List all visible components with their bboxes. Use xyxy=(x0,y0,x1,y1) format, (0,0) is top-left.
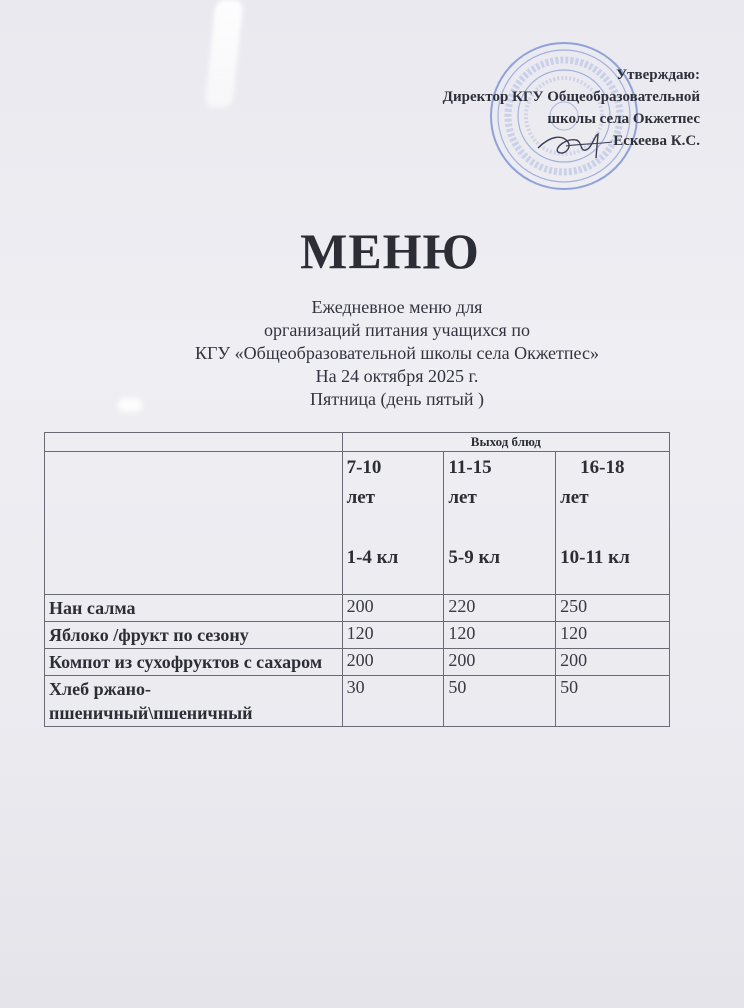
subtitle-line-3: КГУ «Общеобразовательной школы села Окжетпес» xyxy=(195,343,599,363)
grade-range: 1-4 кл xyxy=(346,547,399,568)
table-header-row xyxy=(45,433,670,452)
table-row xyxy=(45,595,670,622)
subtitle-date: На 24 октября 2025 г. xyxy=(315,366,479,386)
grade-range: 10-11 кл xyxy=(560,547,630,568)
subtitle-weekday: Пятница (день пятый ) xyxy=(309,389,484,409)
age-range: 7-10 xyxy=(346,457,382,478)
portion-value: 200 xyxy=(444,649,556,676)
approval-organization: школы села Окжетпес xyxy=(547,111,700,127)
approval-position: Директор КГУ Общеобразовательной xyxy=(442,89,700,105)
table-row xyxy=(45,676,670,727)
empty-age-cell xyxy=(45,452,343,595)
portion-value: 120 xyxy=(444,622,556,649)
age-unit: лет xyxy=(346,487,376,508)
age-range: 11-15 xyxy=(448,457,492,478)
subtitle-line-1: Ежедневное меню для xyxy=(311,297,483,317)
age-unit: лет xyxy=(560,487,589,508)
age-column-2 xyxy=(444,452,556,595)
age-unit: лет xyxy=(448,487,477,508)
table-row xyxy=(45,622,670,649)
dish-name: Нан салма xyxy=(45,595,343,622)
empty-header-cell xyxy=(45,433,343,452)
age-header-row xyxy=(45,452,670,595)
age-range: 16-18 xyxy=(580,457,625,478)
table-row xyxy=(45,649,670,676)
page-title: МЕНЮ xyxy=(300,223,480,279)
approval-heading: Утверждаю: xyxy=(616,67,700,83)
portion-value: 200 xyxy=(342,649,444,676)
dish-name: Компот из сухофруктов с сахаром xyxy=(45,649,343,676)
portion-value: 250 xyxy=(556,595,670,622)
portion-value: 200 xyxy=(342,595,444,622)
signature-icon xyxy=(536,128,616,162)
portion-value: 50 xyxy=(556,676,670,727)
portion-value: 30 xyxy=(342,676,444,727)
portion-value: 120 xyxy=(556,622,670,649)
portion-value: 200 xyxy=(556,649,670,676)
menu-table xyxy=(44,432,670,727)
dish-name: Хлеб ржано-пшеничный\пшеничный xyxy=(45,676,343,727)
output-header: Выход блюд xyxy=(342,433,669,452)
subtitle-line-2: организаций питания учащихся по xyxy=(264,320,530,340)
portion-value: 50 xyxy=(444,676,556,727)
portion-value: 120 xyxy=(342,622,444,649)
dish-name: Яблоко /фрукт по сезону xyxy=(45,622,343,649)
menu-subtitle xyxy=(0,296,744,411)
light-glare xyxy=(204,0,243,108)
age-column-1 xyxy=(342,452,444,595)
grade-range: 5-9 кл xyxy=(448,547,501,568)
approval-director-name: Ескеева К.С. xyxy=(613,133,700,149)
age-column-3 xyxy=(556,452,670,595)
portion-value: 220 xyxy=(444,595,556,622)
